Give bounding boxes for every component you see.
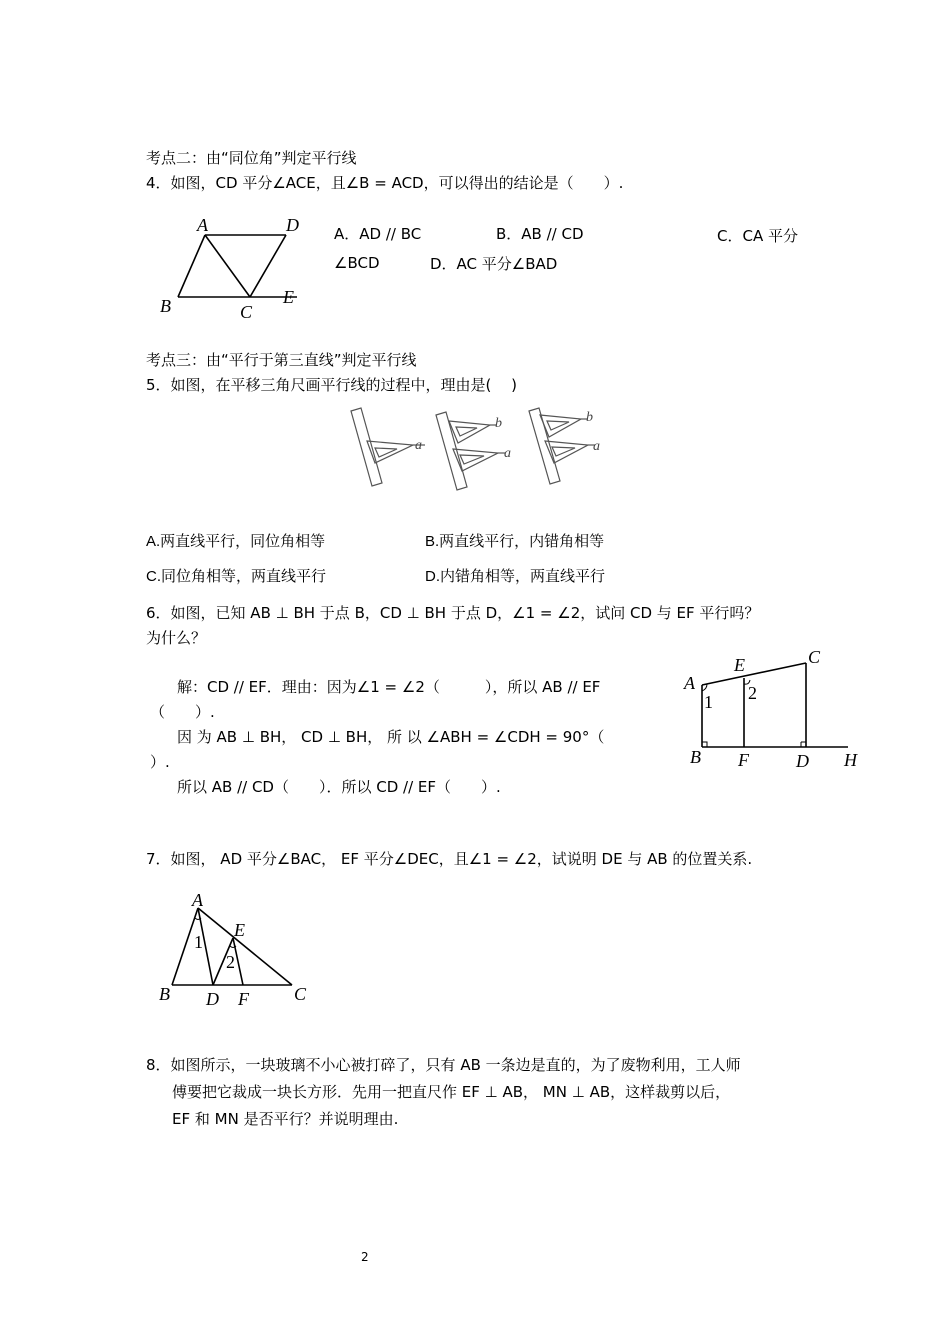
- fig7-label-d: D: [206, 989, 219, 1009]
- question-7-figure: [158, 888, 318, 1013]
- question-8-line-3: EF 和 MN 是否平行？并说明理由.: [172, 1110, 399, 1128]
- question-6-solution-line-1: 解：CD // EF．理由：因为∠1 = ∠2（ ），所以 AB // EF: [177, 678, 601, 696]
- fig6-label-1: 1: [704, 692, 713, 712]
- question-6-solution-line-4: ）.: [150, 753, 170, 771]
- fig4-label-d: D: [286, 215, 299, 235]
- fig6-label-2: 2: [748, 683, 757, 703]
- section-heading-2: 考点二：由“同位角”判定平行线: [146, 149, 357, 167]
- question-4-option-d: D．AC 平分∠BAD: [430, 255, 558, 273]
- fig6-label-c: C: [808, 647, 821, 667]
- fig6-label-f: F: [738, 750, 749, 770]
- question-6-stem-line-2: 为什么？: [146, 629, 207, 647]
- question-7-stem: 7．如图， AD 平分∠BAC， EF 平分∠DEC，且∠1 = ∠2，试说明 DE 与 AB 的位置关系.: [146, 850, 753, 868]
- fig7-label-2: 2: [226, 952, 235, 972]
- question-4-stem: 4．如图，CD 平分∠ACE，且∠B = ACD，可以得出的结论是（ ）.: [146, 174, 624, 192]
- question-5-option-a: A.两直线平行，同位角相等: [146, 533, 326, 550]
- fig6-label-d: D: [796, 751, 809, 771]
- fig7-label-b: B: [159, 984, 170, 1004]
- fig4-label-a: A: [197, 215, 208, 235]
- fig7-label-e: E: [234, 920, 245, 940]
- question-5-option-b: B.两直线平行，内错角相等: [425, 533, 605, 550]
- fig7-label-a: A: [192, 890, 203, 910]
- fig7-label-c: C: [294, 984, 307, 1004]
- fig6-label-b: B: [690, 747, 701, 767]
- question-6-stem-line-1: 6．如图，已知 AB ⊥ BH 于点 B，CD ⊥ BH 于点 D，∠1 = ∠2，试问 CD 与 EF 平行吗？: [146, 604, 760, 622]
- question-5-option-c: C.同位角相等，两直线平行: [146, 568, 327, 585]
- fig7-label-f: F: [238, 989, 249, 1009]
- question-4-option-c-continued: ∠BCD: [334, 254, 380, 272]
- question-4-option-a: A．AD // BC: [334, 225, 422, 243]
- question-4-figure: [160, 212, 310, 322]
- question-8-line-2: 傅要把它裁成一块长方形．先用一把直尺作 EF ⊥ AB， MN ⊥ AB，这样裁剪以后，: [172, 1083, 731, 1101]
- fig4-label-e: E: [283, 287, 294, 307]
- section-heading-3: 考点三：由“平行于第三直线”判定平行线: [146, 351, 417, 369]
- question-6-solution-line-3: 因 为 AB ⊥ BH， CD ⊥ BH， 所 以 ∠ABH = ∠CDH = 90°（: [177, 728, 605, 746]
- fig5-label-a-2: a: [504, 446, 511, 461]
- question-6-figure: [680, 645, 870, 775]
- fig5-label-a-3: a: [593, 439, 600, 454]
- fig5-label-a-1: a: [415, 438, 422, 453]
- fig4-label-c: C: [240, 302, 253, 322]
- fig6-label-e: E: [734, 655, 745, 675]
- fig5-label-b-2: b: [586, 410, 593, 425]
- question-5-option-d: D.内错角相等，两直线平行: [425, 568, 606, 585]
- page-number: 2: [361, 1250, 369, 1264]
- fig6-label-a: A: [684, 673, 695, 693]
- question-6-solution-line-5: 所以 AB // CD（ ）．所以 CD // EF（ ）.: [177, 778, 501, 796]
- fig5-label-b-1: b: [495, 416, 502, 431]
- question-8-line-1: 8．如图所示，一块玻璃不小心被打碎了，只有 AB 一条边是直的，为了废物利用，工人师: [146, 1056, 741, 1074]
- question-5-figure: [345, 403, 615, 493]
- fig6-label-h: H: [844, 750, 857, 770]
- question-5-stem: 5．如图，在平移三角尺画平行线的过程中，理由是( ): [146, 376, 518, 394]
- question-6-solution-line-2: （ ）.: [150, 703, 215, 721]
- question-4-option-c: C．CA 平分: [717, 227, 798, 245]
- fig7-label-1: 1: [194, 932, 203, 952]
- fig4-label-b: B: [160, 296, 171, 316]
- question-4-option-b: B．AB // CD: [496, 225, 584, 243]
